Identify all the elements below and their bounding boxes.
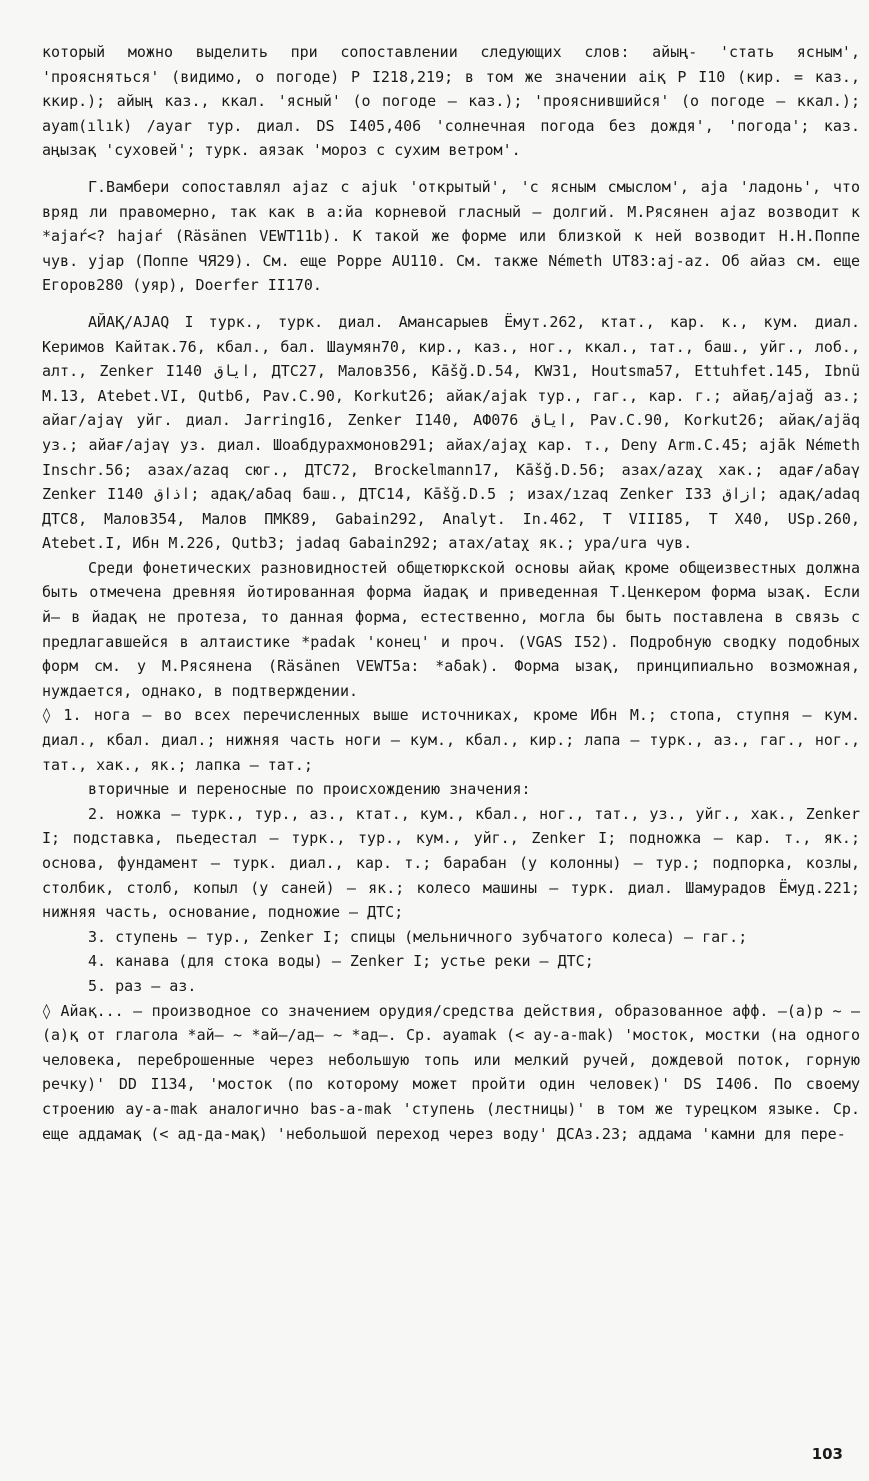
paragraph-vambery: Г.Вамбери сопоставлял ajaz с ajuk 'открытый', 'с ясным смыслом', aja 'ладонь', что вряд ли правомерно, так как в а:йа корневой гласный – долгий. М.Рясянен ajaz возводит к *ajaŕ<? hajaŕ (Räsänen VEWT11b). К такой же форме или близкой к ней возводит Н.Н.Поппе чув. уjар (Поппе ЧЯ29). См. еще Poppe AU110. См. также Németh UT83:aj-az. Об айаз см. еще Егоров280 (уяр), Doerfer II170. [42, 177, 860, 295]
paragraph-phonetic-variants: Среди фонетических разновидностей общетюркской основы айақ кроме общеизвестных должна быть отмечена древняя йотированная форма йадақ и приведенная Т.Ценкером форма ызақ. Если й– в йадақ не протеза, то данная форма, естественно, могла бы быть поставлена в связь с предлагавшейся в алтаистике *padak 'конец' и проч. (VGAS I52). Подробную сводку подобных форм см. у М.Рясянена (Räsänen VEWT5a: *aδak). Форма ызақ, принципиально возможная, нуждается, однако, в подтверждении. [42, 558, 860, 700]
document-page [42, 40, 860, 1146]
paragraph-ajaq-entry: АЙАҚ/AJAQ I турк., турк. диал. Амансарыев Ёмут.262, ктат., кар. к., кум. диал. Керимов Кайтак.76, кбал., бал. Шаумян70, кир., каз., ног., ккал., тат., баш., уйг., лоб., алт., Zenker I140 ایاق, ДТС27, Малов356, Kāšğ.D.54, KW31, Houtsma57, Ettuhfet.145, Ibnü M.13, Atebet.VI, Qutb6, Pav.C.90, Korkut26; айак/ajak тур., гаг., кар. г.; айаҕ/ajağ аз.; айаг/ajaγ уйг. диал. Jarring16, Zenker I140, АФ076 ایاق, Pav.C.90, Korkut26; айақ/ajäq уз.; айағ/ajaγ уз. диал. Шоабдурахмонов291; айах/ajaχ кар. т., Deny Arm.C.45; ajāk Németh Inschr.56; азах/azaq сюг., ДТС72, Brockelmann17, Kāšğ.D.56; азах/azaχ хак.; адағ/aδaγ Zenker I140 اذاق; адақ/aδaq баш., ДТС14, Kāšğ.D.5 ; изах/ızaq Zenker I33 ازاق; адақ/adaq ДТС8, Малов354, Малов ПМК89, Gabain292, Analyt. In.462, T VIII85, T X40, USp.260, Atebet.I, Ибн М.226, Qutb3; jadaq Gabain292; атах/ataχ як.; ура/ura чув. [42, 312, 860, 553]
paragraph-meaning-4: 4. канава (для стока воды) – Zenker I; устье реки – ДТС; [88, 952, 594, 971]
paragraph-meaning-1: ◊ 1. нога – во всех перечисленных выше источниках, кроме Ибн М.; стопа, ступня – кум. диал., кбал. диал.; нижняя часть ноги – кум., кбал., кир.; лапа – турк., аз., гаг., ног., тат., хак., як.; лапка – тат.; [42, 706, 860, 774]
paragraph-secondary-meanings: вторичные и переносные по происхождению значения: [88, 780, 531, 799]
paragraph-meaning-2: 2. ножка – турк., тур., аз., ктат., кум., кбал., ног., тат., уз., уйг., хак., Zenker I; подставка, пьедестал – турк., тур., кум., уйг., Zenker I; подножка – кар. т., як.; основа, фундамент – турк. диал., кар. т.; барабан (у колонны) – тур.; подпорка, козлы, столбик, столб, копыл (у саней) – як.; колесо машины – турк. диал. Шамурадов Ёмуд.221; нижняя часть, основание, подножие – ДТС; [42, 804, 860, 922]
paragraph-derivation: ◊ Айақ... – производное со значением орудия/средства действия, образованное афф. –(а)р ~ –(а)қ от глагола *ай– ~ *ай–/ад– ~ *ад–. Ср. ayamak (< ay-a-mak) 'мосток, мостки (на одного человека, переброшенные через небольшую топь или мелкий ручей, дождевой поток, горную речку)' DD I134, 'мосток (по которому может пройти один человек)' DS I406. По своему строению ay-a-mak аналогично bas-a-mak 'ступень (лестницы)' в том же турецком языке. Ср. еще аддамақ (< ад-да-мақ) 'небольшой переход через воду' ДСАз.23; аддама 'камни для пере- [42, 1001, 860, 1143]
paragraph-meaning-5: 5. раз – аз. [88, 976, 197, 995]
page-number: 103 [811, 1445, 843, 1463]
paragraph-continuation: который можно выделить при сопоставлении следующих слов: айың- 'стать ясным', 'проясняться' (видимо, о погоде) P I218,219; в том же значении аіқ P I10 (кир. = каз., ккир.); айың каз., ккал. 'ясный' (о погоде – каз.); 'прояснившийся' (о погоде – ккал.); ayam(ılık) /ayar тур. диал. DS I405,406 'солнечная погода без дождя', 'погода'; каз. аңызақ 'суховей'; турк. аязак 'мороз с сухим ветром'. [42, 43, 860, 160]
paragraph-meaning-3: 3. ступень – тур., Zenker I; спицы (мельничного зубчатого колеса) – гаг.; [88, 927, 748, 946]
